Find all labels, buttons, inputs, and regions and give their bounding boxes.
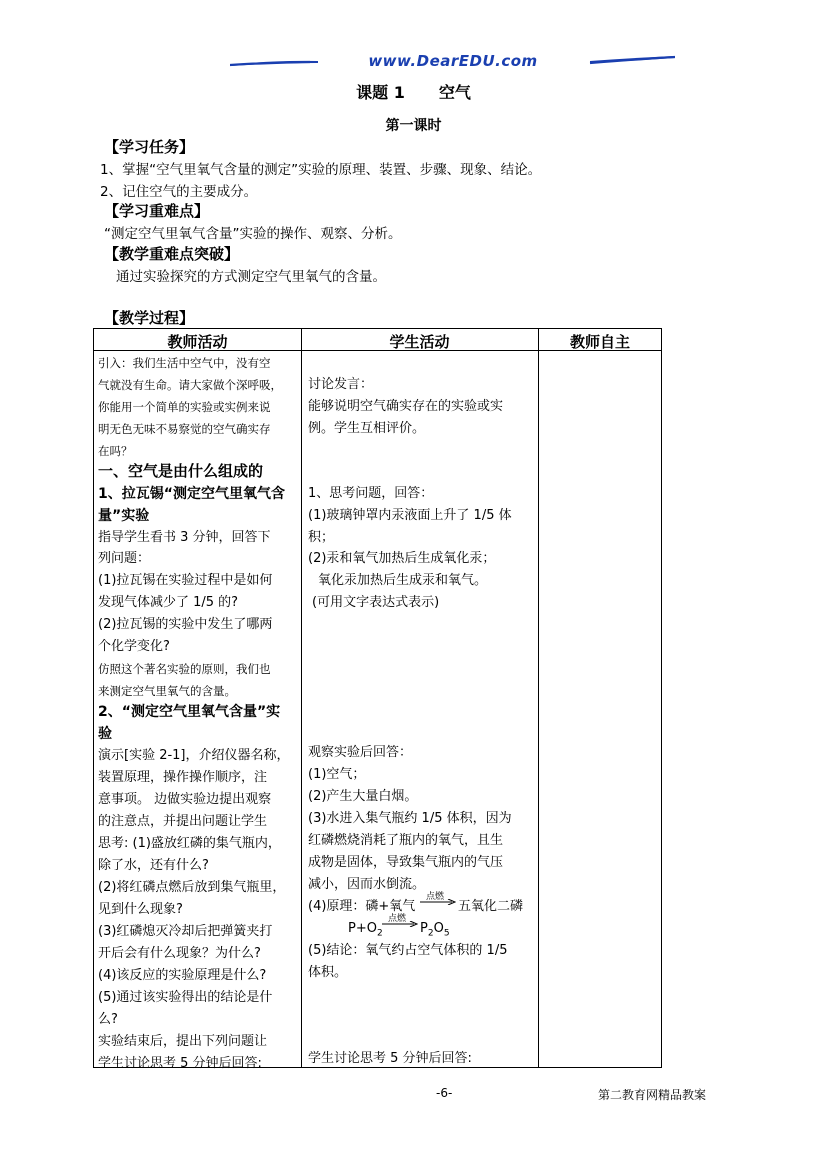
student-line: 减小，因而水倒流。	[308, 877, 426, 892]
lesson-topic: 空气	[438, 83, 471, 102]
teacher-line: 开后会有什么现象？为什么?	[98, 946, 261, 961]
teacher-line: 的注意点，并提出问题让学生	[98, 814, 268, 829]
student-line: (2)汞和氧气加热后生成氧化汞；	[308, 551, 496, 566]
student-line: 1、思考问题，回答：	[308, 486, 434, 501]
header-teacher-notes: 教师自主	[569, 333, 630, 351]
header-student-activity: 学生活动	[389, 333, 450, 351]
teacher-line: 个化学变化?	[98, 639, 170, 654]
teacher-line: 列问题：	[98, 551, 151, 566]
task-2: 2、记住空气的主要成分。	[100, 184, 258, 200]
reaction-arrow-icon	[420, 899, 456, 905]
student-line: (1)空气；	[308, 767, 366, 782]
teacher-line: 除了水，还有什么?	[98, 858, 209, 873]
breakthrough-text: 通过实验探究的方式测定空气里氧气的含量。	[116, 269, 386, 285]
teacher-line: 仿照这个著名实验的原则，我们也	[98, 662, 271, 676]
teacher-line: 见到什么现象?	[98, 902, 183, 917]
teacher-line: 1、拉瓦锡“测定空气里氧气含	[98, 486, 285, 502]
teacher-line: 来测定空气里氧气的含量。	[98, 684, 236, 698]
teacher-line: (1)拉瓦锡在实验过程中是如何	[98, 573, 273, 588]
teacher-line: 装置原理，操作操作顺序，注	[98, 770, 268, 785]
teacher-line: 发现气体减少了 1/5 的?	[98, 595, 239, 610]
student-line: 体积。	[308, 965, 348, 980]
lesson-table	[93, 328, 662, 1071]
breakthrough-heading: 【教学重难点突破】	[104, 245, 240, 263]
ignite-condition-label: 点燃	[388, 914, 407, 924]
teacher-line: 气就没有生命。请大家做个深呼吸，	[98, 378, 282, 392]
student-line: 红磷燃烧消耗了瓶内的氧气，且生	[308, 833, 504, 848]
teacher-line: 指导学生看书 3 分钟，回答下	[98, 530, 271, 545]
word-equation-left: (4)原理：磷+氧气	[308, 899, 416, 914]
teacher-line: 量”实验	[98, 508, 150, 524]
teacher-line: 意事项。 边做实验边提出观察	[98, 792, 272, 807]
page-title	[0, 80, 827, 103]
teacher-line: 在吗？	[98, 444, 133, 458]
site-banner	[230, 52, 675, 72]
student-line: 积；	[308, 530, 335, 545]
word-equation-right: 五氧化二磷	[458, 899, 524, 914]
footer-brand: 第二教育网精品教案	[598, 1088, 707, 1102]
teacher-line: (5)通过该实验得出的结论是什	[98, 990, 273, 1005]
process-heading: 【教学过程】	[104, 309, 195, 327]
symbol-equation-left: $P+O_2$	[348, 921, 383, 939]
teacher-line: 2、“测定空气里氧气含量”实	[98, 704, 281, 720]
teacher-line: 明无色无味不易察觉的空气确实存	[98, 422, 271, 436]
student-line: (2)产生大量白烟。	[308, 789, 418, 804]
key-points-heading: 【学习重难点】	[104, 202, 210, 220]
teacher-line: 实验结束后，提出下列问题让	[98, 1034, 268, 1049]
student-line: (可用文字表达式表示)	[312, 595, 440, 610]
teacher-line: (2)拉瓦锡的实验中发生了哪两	[98, 617, 273, 632]
teacher-line: (3)红磷熄灭冷却后把弹簧夹打	[98, 924, 273, 939]
column-divider	[538, 329, 539, 1067]
teacher-line: 验	[98, 726, 112, 742]
student-line: 氧化汞加热后生成汞和氧气。	[318, 573, 488, 588]
key-points-text: “测定空气里氧气含量”实验的操作、观察、分析。	[104, 226, 402, 242]
teacher-line: (2)将红磷点燃后放到集气瓶里，	[98, 880, 286, 895]
student-line: 成物是固体，导致集气瓶内的气压	[308, 855, 504, 870]
teacher-line: 思考: (1)盛放红磷的集气瓶内，	[98, 836, 281, 851]
student-line: (5)结论：氧气约占空气体积的 1/5	[308, 943, 508, 958]
header-teacher-activity: 教师活动	[167, 333, 228, 351]
student-line: 观察实验后回答：	[308, 745, 413, 760]
student-line: (1)玻璃钟罩内汞液面上升了 1/5 体	[308, 508, 512, 523]
symbol-equation-right: $P_2O_5$	[420, 921, 450, 939]
column-divider	[301, 329, 302, 1067]
student-line: 讨论发言：	[308, 377, 374, 392]
teacher-line: 学生讨论思考 5 分钟后回答:	[98, 1056, 262, 1071]
teacher-line: 引入：我们生活中空气中，没有空	[98, 356, 271, 370]
teacher-line: (4)该反应的实验原理是什么?	[98, 968, 267, 983]
site-url: www.DearEDU.com	[368, 52, 538, 70]
reaction-arrow-icon	[382, 921, 418, 927]
teacher-line: 你能用一个简单的实验或实例来说	[98, 400, 271, 414]
student-line: 学生讨论思考 5 分钟后回答:	[308, 1051, 472, 1066]
task-1: 1、掌握“空气里氧气含量的测定”实验的原理、装置、步骤、现象、结论。	[100, 162, 542, 178]
teacher-line: 演示[实验 2-1]，介绍仪器名称，	[98, 748, 290, 763]
student-line: (3)水进入集气瓶约 1/5 体积，因为	[308, 811, 512, 826]
ignite-condition-label: 点燃	[426, 892, 445, 902]
lesson-number: 课题 1	[356, 83, 405, 102]
section-heading: 一、空气是由什么组成的	[98, 462, 264, 480]
teacher-line: 么?	[98, 1012, 118, 1027]
student-line: 例。学生互相评价。	[308, 421, 426, 436]
lesson-period: 第一课时	[385, 118, 442, 134]
student-line: 能够说明空气确实存在的实验或实	[308, 399, 504, 414]
page-number: -6-	[436, 1086, 453, 1100]
tasks-heading: 【学习任务】	[104, 138, 195, 156]
